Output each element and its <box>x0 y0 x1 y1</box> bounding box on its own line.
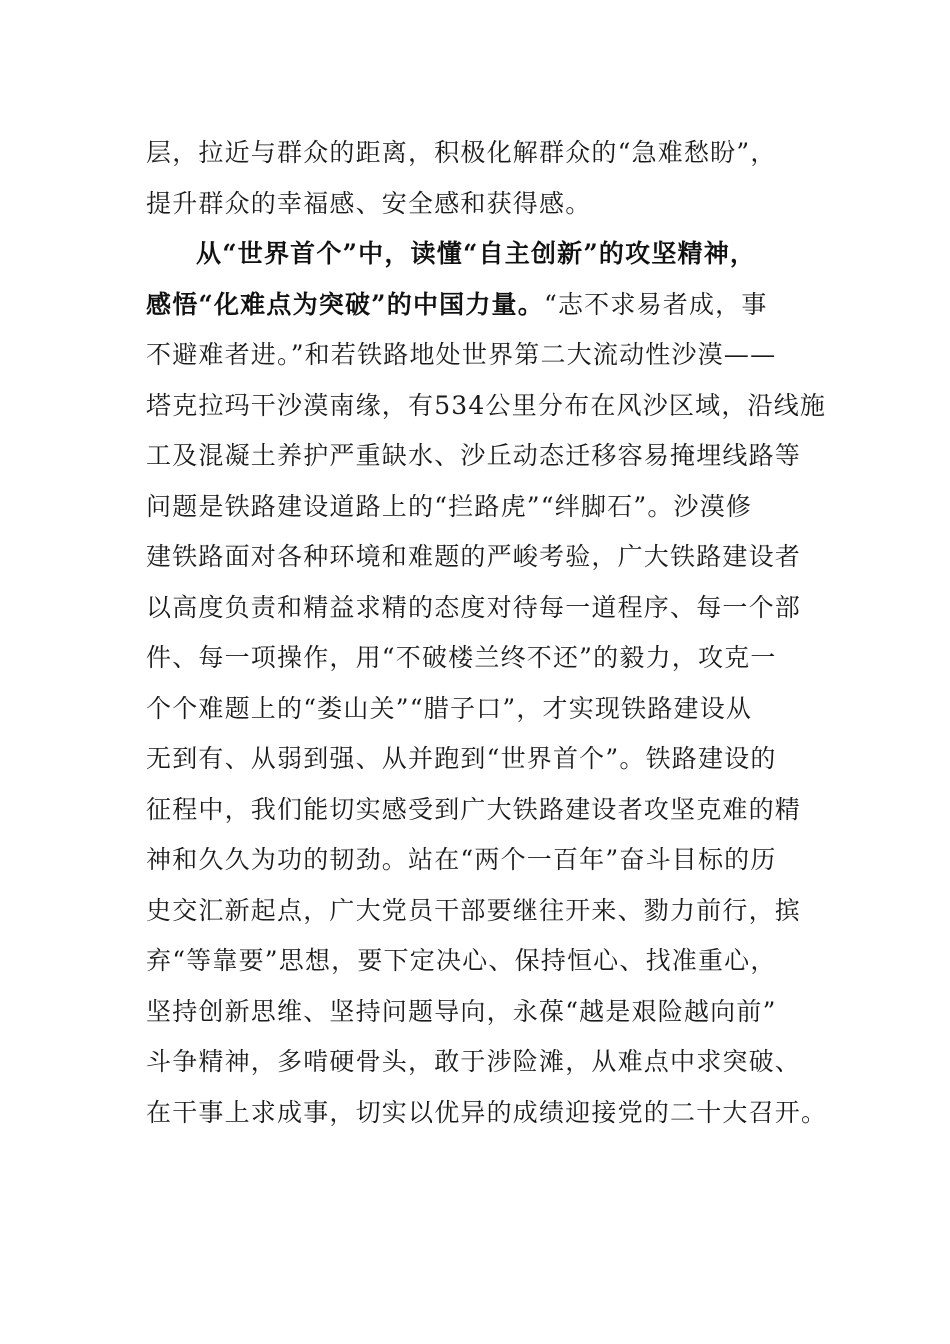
line-text: 个个难题上的“娄山关”“腊子口”，才实现铁路建设从 <box>146 693 753 723</box>
line-text: 建铁路面对各种环境和难题的严峻考验，广大铁路建设者 <box>146 542 802 571</box>
line-text: 斗争精神，多啃硬骨头，敢于涉险滩，从难点中求突破、 <box>146 1047 802 1076</box>
line-text: 坚持创新思维、坚持问题导向，永葆“越是艰险越向前” <box>146 996 777 1026</box>
text-line <box>146 482 826 533</box>
text-line <box>146 785 826 836</box>
text-line <box>146 633 826 684</box>
text-line <box>146 128 826 179</box>
line-text: 以高度负责和精益求精的态度对待每一道程序、每一个部 <box>146 592 802 622</box>
line-text: 塔克拉玛干沙漠南缘，有534公里分布在风沙区域，沿线施 <box>146 390 827 420</box>
paragraph-heading-line <box>146 229 826 280</box>
line-text: 提升群众的幸福感、安全感和获得感。 <box>146 188 592 218</box>
text-line <box>146 179 826 230</box>
text-line <box>146 1037 826 1088</box>
line-text: 在干事上求成事，切实以优异的成绩迎接党的二十大召开。 <box>146 1097 828 1127</box>
text-line <box>146 835 826 886</box>
text-line <box>146 936 826 987</box>
bold-lead: 感悟“化难点为突破”的中国力量。 <box>146 289 544 319</box>
line-text: 层，拉近与群众的距离，积极化解群众的“急难愁盼”， <box>146 138 777 167</box>
line-text: 史交汇新起点，广大党员干部要继往开来、勠力前行，摈 <box>146 895 802 925</box>
text-line <box>146 684 826 735</box>
text-line <box>146 886 826 937</box>
line-text: 工及混凝土养护严重缺水、沙丘动态迁移容易掩埋线路等 <box>146 441 802 470</box>
text-line <box>146 734 826 785</box>
line-text: 无到有、从弱到强、从并跑到“世界首个”。铁路建设的 <box>146 744 777 773</box>
text-line <box>146 431 826 482</box>
line-text: “志不求易者成，事 <box>543 289 768 319</box>
line-text: 征程中，我们能切实感受到广大铁路建设者攻坚克难的精 <box>146 794 802 824</box>
line-text: 弃“等靠要”思想，要下定决心、保持恒心、找准重心， <box>146 946 777 975</box>
line-text: 件、每一项操作，用“不破楼兰终不还”的毅力，攻克一 <box>146 643 777 672</box>
text-line <box>146 381 826 432</box>
text-line <box>146 330 826 381</box>
text-line <box>146 280 826 331</box>
text-line <box>146 987 826 1038</box>
text-line <box>146 532 826 583</box>
text-line <box>146 1088 826 1139</box>
bold-lead: 从“世界首个”中，读懂“自主创新”的攻坚精神， <box>196 239 757 268</box>
text-line <box>146 583 826 634</box>
line-text: 问题是铁路建设道路上的“拦路虎”“绊脚石”。沙漠修 <box>146 491 753 521</box>
line-text: 不避难者进。”和若铁路地处世界第二大流动性沙漠—— <box>146 340 777 369</box>
body-text <box>146 128 826 1138</box>
line-text: 神和久久为功的韧劲。站在“两个一百年”奋斗目标的历 <box>146 845 777 874</box>
